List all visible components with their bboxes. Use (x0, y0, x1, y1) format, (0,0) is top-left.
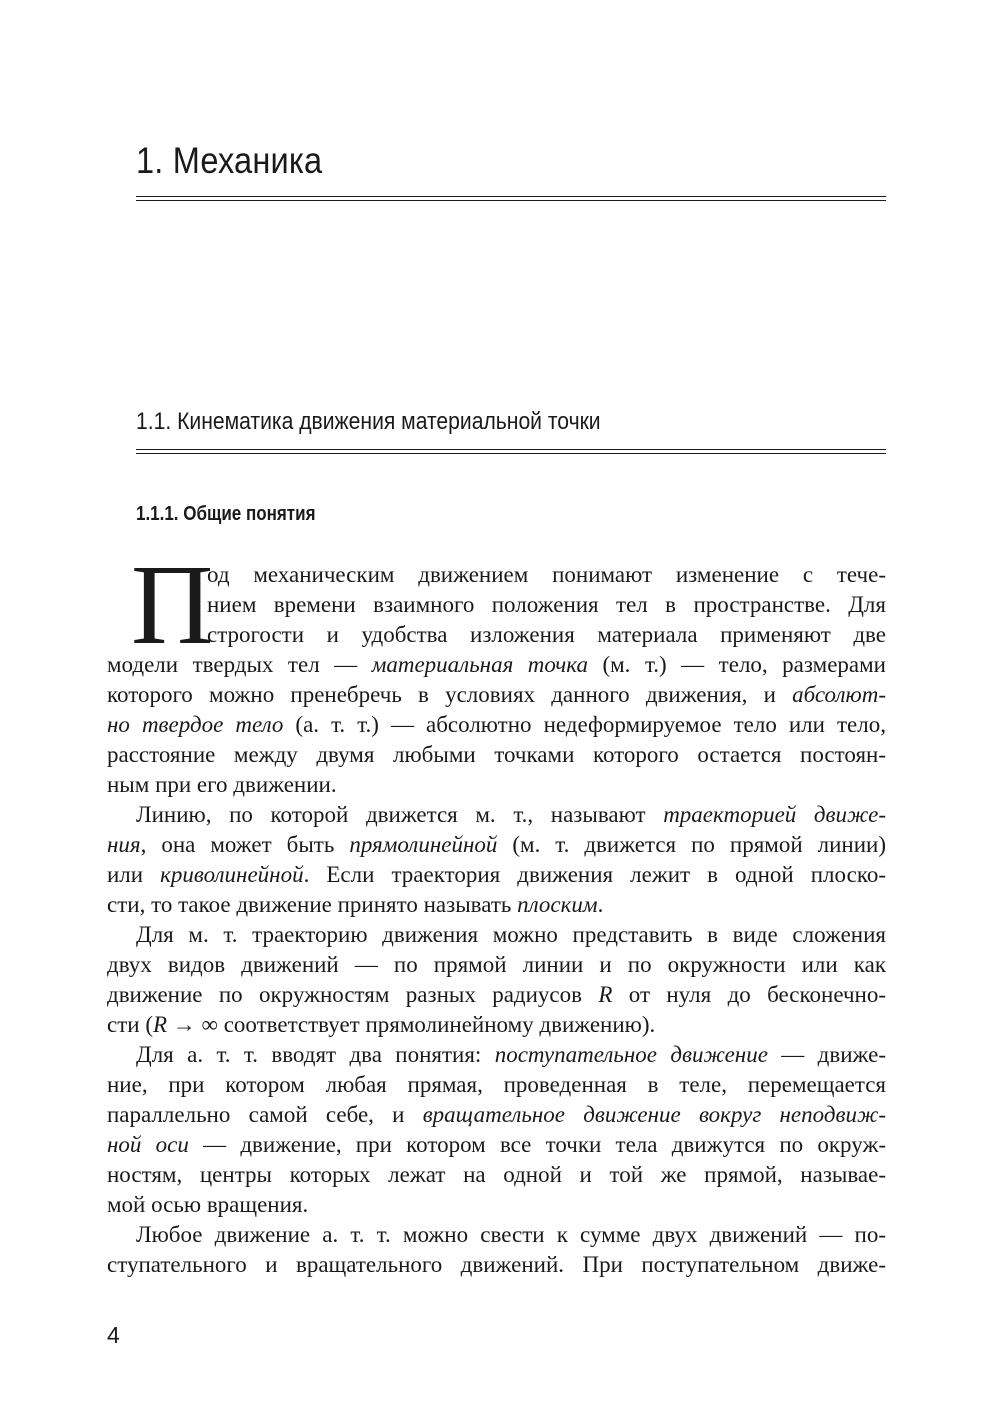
text-line: мой осью вращения. (107, 1192, 309, 1217)
text-line: ния, она может быть прямолинейной (м. т. движется по прямой линии) (107, 832, 886, 857)
section-title: 1.1. Кинематика движения материальной точки (136, 408, 601, 435)
section-rule-top (136, 449, 886, 450)
text-line: которого можно пренебречь в условиях данного движения, и абсолют- (107, 682, 886, 707)
drop-cap: П (131, 541, 214, 668)
body-text (107, 541, 887, 1280)
section-rule-bottom (136, 453, 886, 454)
text-line: модели твердых тел — материальная точка (м. т.) — тело, размерами (107, 652, 886, 677)
text-line: ным при его движении. (107, 772, 337, 797)
text-line: сти, то такое движение принято называть плоским. (107, 892, 604, 917)
text-line: нием времени взаимного положения тел в пространстве. Для (207, 592, 886, 617)
text-line: ние, при котором любая прямая, проведенная в теле, перемещается (107, 1072, 886, 1097)
text-line: параллельно самой себе, и вращательное движение вокруг неподвиж- (107, 1102, 887, 1127)
text-line: од механическим движением понимают изменение с тече- (207, 562, 886, 587)
text-line: Для а. т. т. вводят два понятия: поступательное движение — движе- (136, 1042, 886, 1067)
text-line: ностям, центры которых лежат на одной и той же прямой, называе- (107, 1162, 886, 1187)
text-line: расстояние между двумя любыми точками которого остается постоян- (107, 742, 886, 767)
text-line: движение по окружностям разных радиусов R от нуля до бесконечно- (107, 982, 886, 1007)
text-line: но твердое тело (а. т. т.) — абсолютно недеформируемое тело или тело, (107, 712, 886, 737)
text-line: ступательного и вращательного движений. При поступательном движе- (107, 1252, 886, 1277)
text-line: двух видов движений — по прямой линии и по окружности или как (107, 952, 886, 977)
text-line: сти (R → ∞ соответствует прямолинейному движению). (107, 1012, 656, 1037)
text-line: ной оси — движение, при котором все точки тела движутся по окруж- (107, 1132, 886, 1157)
chapter-rule-top (136, 196, 886, 197)
text-line: строгости и удобства изложения материала применяют две (207, 622, 886, 647)
chapter-title: 1. Механика (136, 140, 323, 181)
text-line: Для м. т. траекторию движения можно представить в виде сложения (136, 922, 886, 947)
text-line: Линию, по которой движется м. т., называют траекторией движе- (136, 802, 886, 827)
subsection-title: 1.1.1. Общие понятия (136, 503, 316, 525)
text-line: или криволинейной. Если траектория движения лежит в одной плоско- (107, 862, 886, 887)
chapter-rule-bottom (136, 200, 886, 201)
text-line: Любое движение а. т. т. можно свести к сумме двух движений — по- (136, 1222, 886, 1247)
page-number: 4 (107, 1322, 120, 1348)
